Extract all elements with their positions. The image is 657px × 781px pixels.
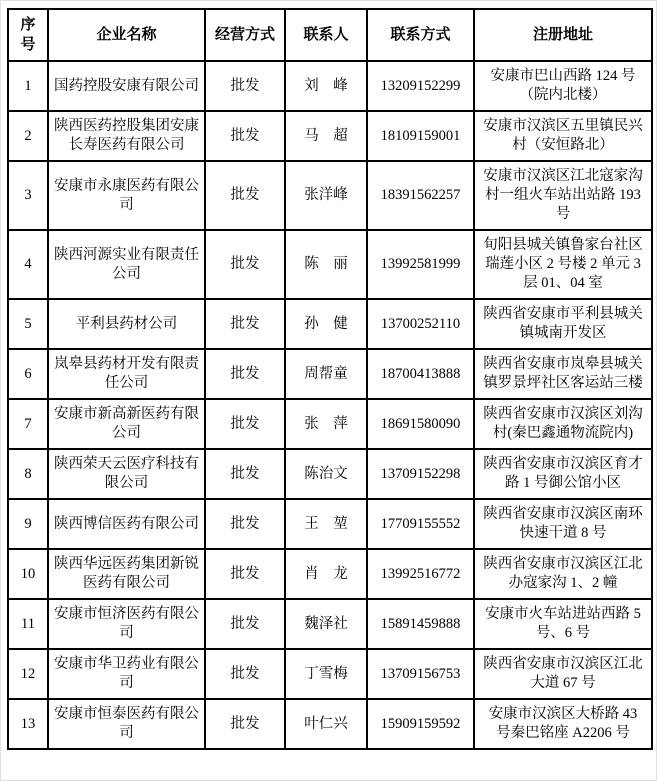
cell-phone-number: 18109159001: [367, 111, 474, 161]
table-row: [8, 699, 652, 749]
header-business-mode: 经营方式: [205, 9, 285, 61]
cell-company-name: 陕西华远医药集团新锐医药有限公司: [48, 549, 205, 599]
cell-phone-number: 13700252110: [367, 299, 474, 349]
cell-business-mode: 批发: [205, 161, 285, 230]
cell-registered-address: 安康市汉滨区五里镇民兴村（安恒路北）: [474, 111, 652, 161]
cell-contact-person: 叶仁兴: [285, 699, 367, 749]
cell-company-name: 陕西河源实业有限责任公司: [48, 230, 205, 299]
cell-registered-address: 陕西省安康市岚皋县城关镇罗景坪社区客运站三楼: [474, 349, 652, 399]
cell-contact-person: 魏泽社: [285, 599, 367, 649]
cell-registered-address: 陕西省安康市汉滨区江北办寇家沟 1、2 幢: [474, 549, 652, 599]
cell-registered-address: 旬阳县城关镇鲁家台社区瑞莲小区 2 号楼 2 单元 3 层 01、04 室: [474, 230, 652, 299]
cell-registered-address: 安康市汉滨区江北寇家沟村一组火车站出站路 193 号: [474, 161, 652, 230]
cell-contact-person: 刘 峰: [285, 61, 367, 111]
table-body: [8, 61, 652, 749]
cell-phone-number: 15909159592: [367, 699, 474, 749]
cell-serial-number: 12: [8, 649, 48, 699]
cell-phone-number: 18691580090: [367, 399, 474, 449]
cell-contact-person: 张 萍: [285, 399, 367, 449]
cell-company-name: 国药控股安康有限公司: [48, 61, 205, 111]
cell-contact-person: 周帮童: [285, 349, 367, 399]
table-row: [8, 230, 652, 299]
cell-contact-person: 肖 龙: [285, 549, 367, 599]
header-registered-address: 注册地址: [474, 9, 652, 61]
cell-serial-number: 8: [8, 449, 48, 499]
cell-registered-address: 安康市汉滨区大桥路 43 号秦巴铭座 A2206 号: [474, 699, 652, 749]
cell-serial-number: 6: [8, 349, 48, 399]
header-contact-person: 联系人: [285, 9, 367, 61]
cell-serial-number: 13: [8, 699, 48, 749]
table-row: [8, 399, 652, 449]
cell-serial-number: 1: [8, 61, 48, 111]
cell-phone-number: 13709152298: [367, 449, 474, 499]
cell-contact-person: 陈治文: [285, 449, 367, 499]
cell-company-name: 安康市华卫药业有限公司: [48, 649, 205, 699]
cell-registered-address: 安康市火车站进站西路 5 号、6 号: [474, 599, 652, 649]
cell-business-mode: 批发: [205, 61, 285, 111]
table-row: [8, 61, 652, 111]
enterprise-table: [7, 8, 653, 750]
cell-phone-number: 18391562257: [367, 161, 474, 230]
cell-phone-number: 13992581999: [367, 230, 474, 299]
header-phone-number: 联系方式: [367, 9, 474, 61]
cell-business-mode: 批发: [205, 449, 285, 499]
cell-registered-address: 陕西省安康市汉滨区刘沟村(秦巴鑫通物流院内): [474, 399, 652, 449]
cell-serial-number: 7: [8, 399, 48, 449]
cell-business-mode: 批发: [205, 299, 285, 349]
cell-company-name: 岚皋县药材开发有限责任公司: [48, 349, 205, 399]
table-row: [8, 349, 652, 399]
cell-business-mode: 批发: [205, 599, 285, 649]
cell-registered-address: 陕西省安康市汉滨区江北大道 67 号: [474, 649, 652, 699]
cell-contact-person: 丁雪梅: [285, 649, 367, 699]
table-row: [8, 161, 652, 230]
cell-registered-address: 安康市巴山西路 124 号（院内北楼）: [474, 61, 652, 111]
cell-business-mode: 批发: [205, 111, 285, 161]
cell-registered-address: 陕西省安康市平利县城关镇城南开发区: [474, 299, 652, 349]
cell-serial-number: 11: [8, 599, 48, 649]
cell-contact-person: 王 堃: [285, 499, 367, 549]
cell-business-mode: 批发: [205, 230, 285, 299]
header-company-name: 企业名称: [48, 9, 205, 61]
cell-company-name: 陕西荣天云医疗科技有限公司: [48, 449, 205, 499]
cell-company-name: 安康市新高新医药有限公司: [48, 399, 205, 449]
cell-company-name: 安康市恒济医药有限公司: [48, 599, 205, 649]
header-serial-number: 序号: [8, 9, 48, 61]
cell-business-mode: 批发: [205, 499, 285, 549]
cell-contact-person: 马 超: [285, 111, 367, 161]
table-row: [8, 549, 652, 599]
cell-contact-person: 陈 丽: [285, 230, 367, 299]
cell-business-mode: 批发: [205, 699, 285, 749]
table-row: [8, 111, 652, 161]
table-row: [8, 599, 652, 649]
table-row: [8, 499, 652, 549]
cell-company-name: 平利县药材公司: [48, 299, 205, 349]
header-row: [8, 9, 652, 61]
cell-phone-number: 13209152299: [367, 61, 474, 111]
cell-business-mode: 批发: [205, 349, 285, 399]
cell-serial-number: 4: [8, 230, 48, 299]
table-row: [8, 299, 652, 349]
cell-phone-number: 18700413888: [367, 349, 474, 399]
cell-phone-number: 13709156753: [367, 649, 474, 699]
cell-phone-number: 17709155552: [367, 499, 474, 549]
cell-registered-address: 陕西省安康市汉滨区南环快速干道 8 号: [474, 499, 652, 549]
cell-company-name: 陕西博信医药有限公司: [48, 499, 205, 549]
cell-serial-number: 10: [8, 549, 48, 599]
cell-serial-number: 9: [8, 499, 48, 549]
cell-contact-person: 张洋峰: [285, 161, 367, 230]
cell-phone-number: 13992516772: [367, 549, 474, 599]
cell-business-mode: 批发: [205, 649, 285, 699]
cell-registered-address: 陕西省安康市汉滨区育才路 1 号御公馆小区: [474, 449, 652, 499]
table-row: [8, 449, 652, 499]
cell-business-mode: 批发: [205, 549, 285, 599]
cell-phone-number: 15891459888: [367, 599, 474, 649]
cell-business-mode: 批发: [205, 399, 285, 449]
cell-serial-number: 3: [8, 161, 48, 230]
cell-company-name: 陕西医药控股集团安康长寿医药有限公司: [48, 111, 205, 161]
cell-serial-number: 2: [8, 111, 48, 161]
cell-contact-person: 孙 健: [285, 299, 367, 349]
cell-serial-number: 5: [8, 299, 48, 349]
cell-company-name: 安康市永康医药有限公司: [48, 161, 205, 230]
table-row: [8, 649, 652, 699]
cell-company-name: 安康市恒泰医药有限公司: [48, 699, 205, 749]
